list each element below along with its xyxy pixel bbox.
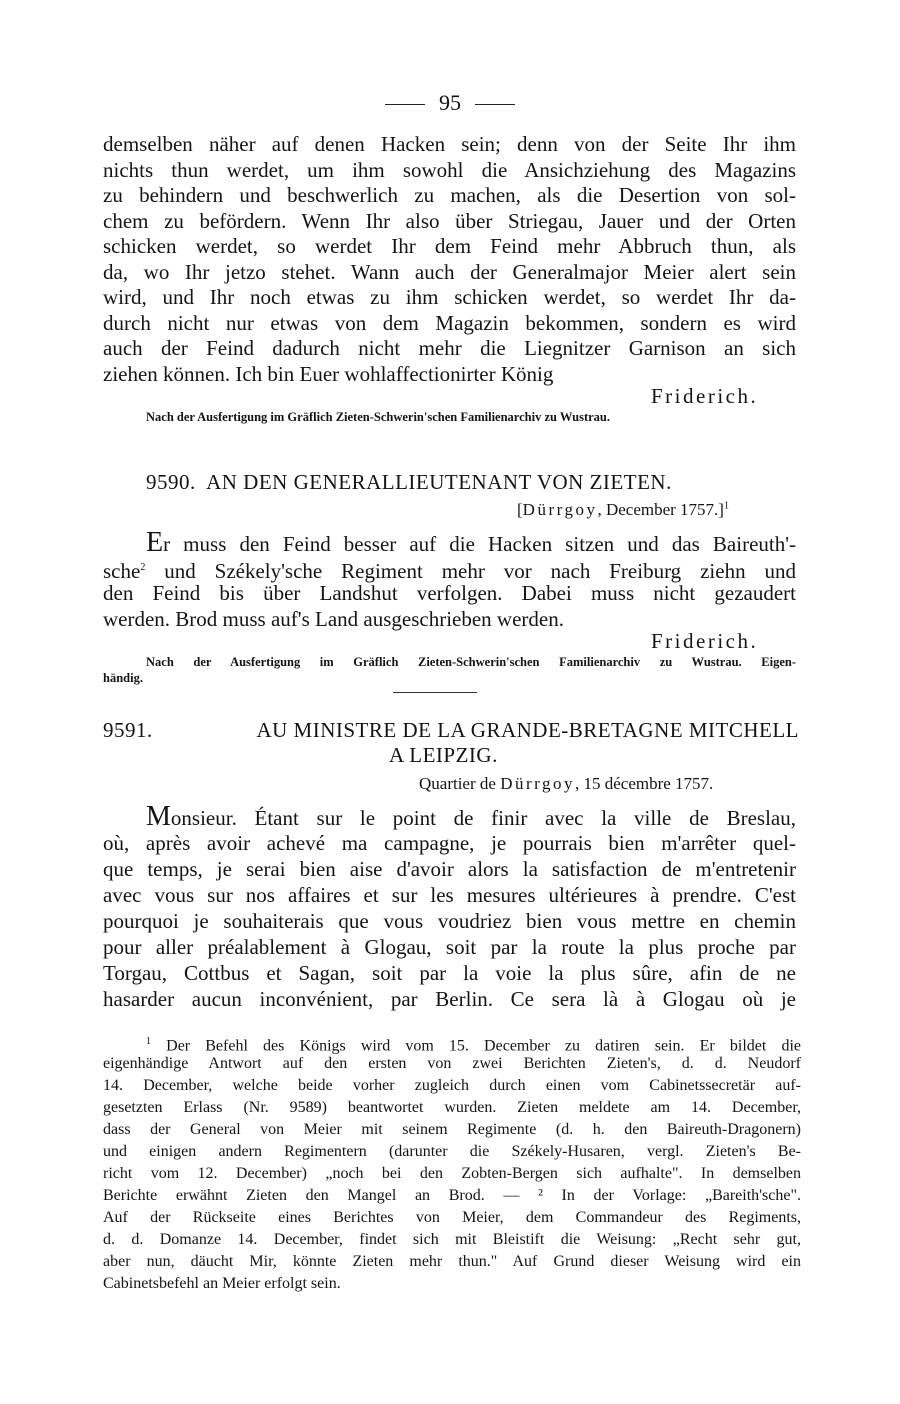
footnote-line: Auf der Rückseite eines Berichtes von Meier, dem Commandeur des Regiments, — [103, 1209, 801, 1226]
section-separator — [393, 692, 477, 693]
dateline — [419, 774, 713, 794]
letter-9589-line: durch nicht nur etwas von dem Magazin bekommen, sondern es wird — [103, 311, 796, 335]
letter-number: 9590. — [146, 470, 196, 494]
dateline-date: , 15 décembre 1757. — [574, 774, 714, 793]
page-number-text: 95 — [439, 90, 461, 115]
letter-9590-text: und Székely'sche Regiment mehr vor nach Freiburg ziehn und — [145, 559, 796, 583]
footnote-line: Berichte erwähnt Zieten den Mangel an Brod. — ² In der Vorlage: „Bareith'sche". — [103, 1187, 801, 1204]
letter-9590-line: den Feind bis über Landshut verfolgen. Dabei muss nicht gezaudert — [103, 581, 796, 605]
source-note: Nach der Ausfertigung im Gräflich Zieten-Schwerin'schen Familienarchiv zu Wustrau. — [146, 410, 611, 424]
letter-title: AU MINISTRE DE LA GRANDE-BRETAGNE MITCHELL — [256, 718, 799, 742]
letter-9590-text: r muss den Feind besser auf die Hacken sitzen und das Baireuth'- — [163, 532, 796, 556]
page-number-rule-left — [385, 104, 425, 105]
letter-heading — [146, 470, 672, 495]
letter-number: 9591. — [103, 718, 153, 742]
letter-heading — [103, 718, 799, 743]
letter-9591-line: pour aller préalablement à Glogau, soit par la route la plus proche par — [103, 935, 796, 959]
footnote-line: 14. December, welche beide vorher zugleich durch einen vom Cabinetssecretär auf- — [103, 1077, 801, 1094]
dateline-date: , December 1757.] — [597, 500, 724, 519]
letter-9589-line: demselben näher auf denen Hacken sein; denn von der Seite Ihr ihm — [103, 132, 796, 156]
letter-9591-line: où, après avoir achevé ma campagne, je pourrais bien m'arrêter quel- — [103, 831, 796, 855]
footnote-line: d. d. Domanze 14. December, findet sich mit Bleistift die Weisung: „Recht sehr gut, — [103, 1231, 801, 1248]
initial-letter: E — [146, 527, 164, 558]
letter-9590-line — [103, 555, 796, 581]
dateline-prefix: Quartier de — [419, 774, 501, 793]
letter-9591-text: onsieur. Étant sur le point de finir avec la ville de Breslau, — [170, 806, 796, 830]
footnote-line: aber nun, däucht Mir, könnte Zieten mehr thun." Auf Grund dieser Weisung wird ein — [103, 1253, 801, 1270]
footnote-line: Cabinetsbefehl an Meier erfolgt sein. — [103, 1275, 341, 1292]
footnote-line: eigenhändige Antwort auf den ersten von zwei Berichten Zieten's, d. d. Neudorf — [103, 1055, 801, 1072]
footnote-ref: 1 — [723, 500, 729, 512]
letter-9589-line: chem zu befördern. Wenn Ihr also über Striegau, Jauer und der Orten — [103, 209, 796, 233]
page-number-rule-right — [475, 104, 515, 105]
letter-9590-line: werden. Brod muss auf's Land ausgeschrieben werden. — [103, 607, 564, 631]
letter-9589-line: zu behindern und beschwerlich zu machen, als die Desertion von sol- — [103, 183, 796, 207]
footnote-line: dass der General von Meier mit seinem Regimente (d. h. den Baireuth-Dragonern) — [103, 1121, 801, 1138]
letter-9591-line: Torgau, Cottbus et Sagan, soit par la voie la plus sûre, afin de ne — [103, 961, 796, 985]
source-note: händig. — [103, 671, 143, 685]
letter-9590-text: sche — [103, 559, 141, 583]
letter-9589-line: wird, und Ihr noch etwas zu ihm schicken werdet, so werdet Ihr da- — [103, 285, 796, 309]
footnote-line: und einigen andern Regimentern (darunter die Székely-Husaren, vergl. Zieten's Be- — [103, 1143, 801, 1160]
footnote-mark: 1 — [146, 1036, 151, 1047]
letter-9589-line: ziehen können. Ich bin Euer wohlaffectionirter König — [103, 362, 554, 386]
footnote-ref: 2 — [140, 562, 146, 573]
letter-9589-line: auch der Feind dadurch nicht mehr die Liegnitzer Garnison an sich — [103, 336, 796, 360]
footnote-line — [146, 1031, 801, 1053]
letter-title-line-2: A LEIPZIG. — [389, 743, 498, 767]
letter-9589-line: nichts thun werdet, um ihm sowohl die Ansichziehung des Magazins — [103, 158, 796, 182]
letter-9590-line — [146, 527, 796, 558]
dateline-place: Dürrgoy — [522, 500, 598, 519]
letter-9591-line: que temps, je serai bien aise d'avoir alors la satisfaction de m'entretenir — [103, 857, 796, 881]
source-note: Nach der Ausfertigung im Gräflich Zieten-Schwerin'schen Familienarchiv zu Wustrau. Eigen- — [146, 655, 796, 669]
initial-letter: M — [146, 801, 171, 832]
signature: Friderich. — [651, 384, 759, 408]
footnote-text: Der Befehl des Königs wird vom 15. December zu datiren sein. Er bildet die — [151, 1037, 801, 1055]
letter-9591-line: pourquoi je souhaiterais que vous voudriez bien vous mettre en chemin — [103, 909, 796, 933]
dateline-place: Dürrgoy — [500, 774, 575, 793]
letter-9589-line: schicken werdet, so werdet Ihr dem Feind mehr Abbruch thun, als — [103, 234, 796, 258]
signature: Friderich. — [651, 629, 759, 653]
dateline — [517, 500, 729, 520]
dateline-bracket: [ — [517, 500, 523, 519]
letter-9591-line — [146, 801, 796, 832]
letter-9591-line: hasarder aucun inconvénient, par Berlin. Ce sera là à Glogau où je — [103, 987, 796, 1011]
letter-9589-line: da, wo Ihr jetzo stehet. Wann auch der Generalmajor Meier alert sein — [103, 260, 796, 284]
letter-title: AN DEN GENERALLIEUTENANT VON ZIETEN. — [206, 470, 672, 494]
page-number — [0, 90, 900, 116]
footnote-line: richt vom 12. December) „noch bei den Zobten-Bergen sich aufhalte". In demselben — [103, 1165, 801, 1182]
footnote-line: gesetzten Erlass (Nr. 9589) beantwortet wurden. Zieten meldete am 14. December, — [103, 1099, 801, 1116]
letter-9591-line: avec vous sur nos affaires et sur les mesures ultérieures à prendre. C'est — [103, 883, 796, 907]
